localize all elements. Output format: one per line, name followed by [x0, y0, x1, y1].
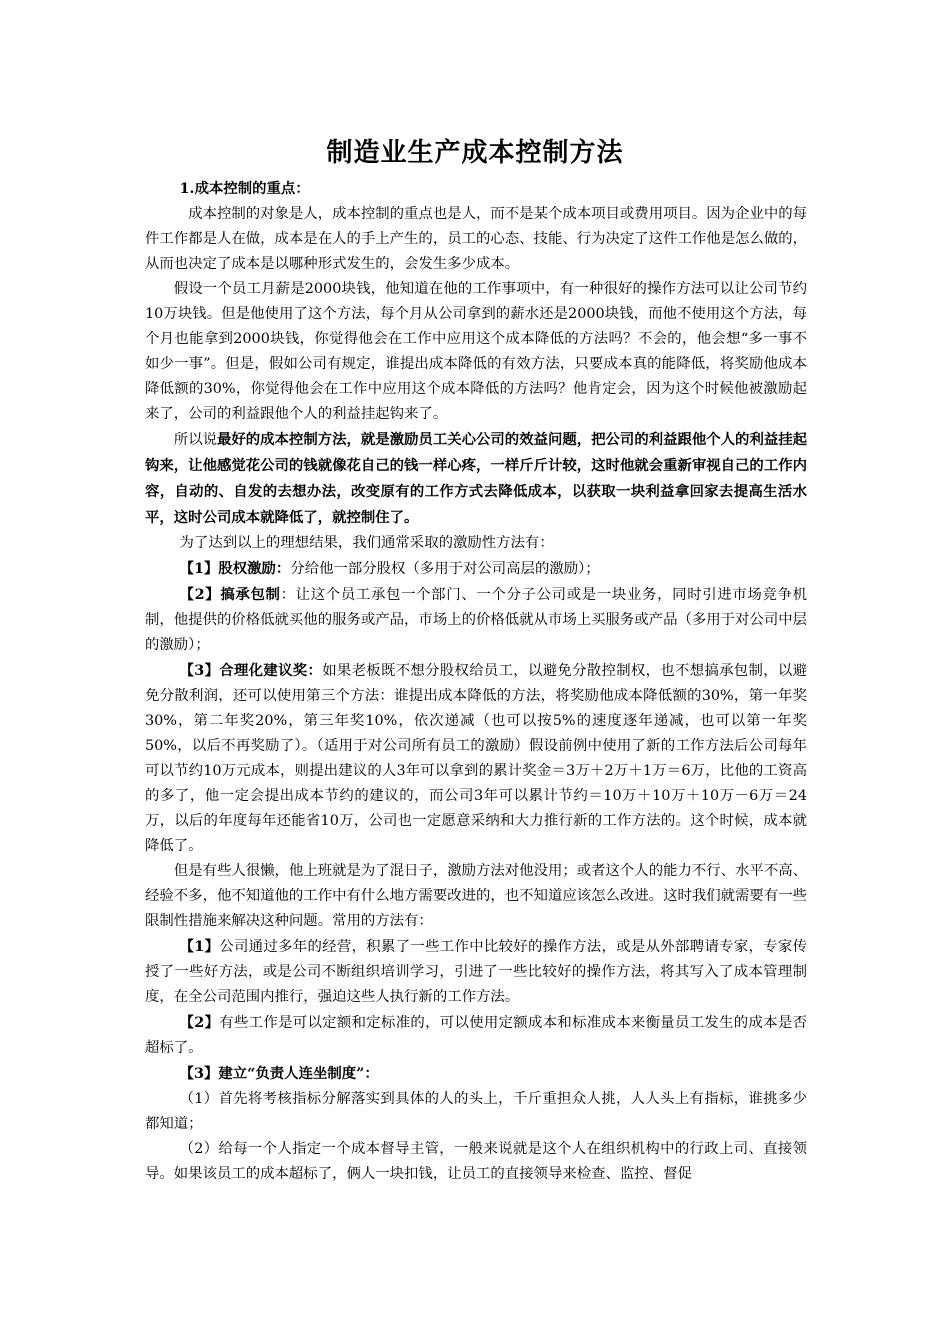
text-run: （2）给每一个人指定一个成本督导主管，一般来说就是这个人在组织机构中的行政上司、直接领导。如果该员工的成本超标了，俩人一块扣钱，让员工的直接领导来检查、监控、督促 [145, 1141, 807, 1182]
text-run: （1）首先将考核指标分解落实到具体的人的头上，千斤重担众人挑，人人头上有指标，谁挑多少都知道； [145, 1091, 807, 1132]
bold-text-run: 【1】 [179, 938, 220, 955]
body-paragraph [145, 1061, 807, 1087]
body-paragraph [145, 427, 807, 531]
text-run: 有些工作是可以定额和定标准的，可以使用定额成本和标准成本来衡量员工发生的成本是否超标了。 [145, 1015, 807, 1056]
bold-text-run: 1.成本控制的重点： [179, 180, 310, 197]
bold-text-run: 【1】股权激励： [179, 560, 291, 577]
text-run: 如果老板既不想分股权给员工，以避免分散控制权，也不想搞承包制，以避免分散利润，还可以使用第三个方法：谁提出成本降低的方法，将奖励他成本降低额的30%，第一年奖30%，第二年奖20%，第三年奖10%，依次递减（也可以按5%的速度逐年递减，也可以第一年奖50%，以后不再奖励了）。（适用于对公司所有员工的激励）假设前例中使用了新的工作方法后公司每年可以节约10万元成本，则提出建议的人3年可以拿到的累计奖金＝3万＋2万＋1万＝6万，比他的工资高的多了，他一定会提出成本节约的建议的，而公司3年可以累计节约＝10万＋10万＋10万－6万＝24万，以后的年度每年还能省10万，公司也一定愿意采纳和大力推行新的工作方法的。这个时候，成本就降低了。 [145, 663, 807, 854]
body-paragraph [145, 934, 807, 1010]
bold-text-run: 【2】搞承包制 [179, 586, 281, 603]
body-paragraph [145, 582, 807, 658]
text-run: 分给他一部分股权（多用于对公司高层的激励）； [290, 561, 600, 577]
body-paragraph [145, 1087, 807, 1137]
bold-text-run: 【2】 [179, 1014, 220, 1031]
body-paragraph [145, 202, 807, 277]
body-paragraph [145, 859, 807, 934]
text-run: 所以说 [173, 432, 217, 448]
text-run: 公司通过多年的经营，积累了一些工作中比较好的操作方法，或是从外部聘请专家，专家传授了一些好方法，或是公司不断组织培训学习，引进了一些比较好的操作方法，将其写入了成本管理制度，在全公司范围内推行，强迫这些人执行新的工作方法。 [145, 939, 807, 1005]
text-run: ：让这个员工承包一个部门、一个分子公司或是一块业务，同时引进市场竞争机制，他提供的价格低就买他的服务或产品，市场上的价格低就从市场上买服务或产品（多用于对公司中层的激励）； [145, 587, 807, 653]
bold-text-run: 【3】合理化建议奖： [179, 662, 323, 679]
body-paragraph [145, 1010, 807, 1061]
body-paragraph [145, 658, 807, 859]
body-paragraph [145, 531, 807, 556]
body-paragraph [145, 176, 807, 202]
bold-text-run: 最好的成本控制方法，就是激励员工关心公司的效益问题，把公司的利益跟他个人的利益挂起钩来，让他感觉花公司的钱就像花自己的钱一样心疼，一样斤斤计较，这时他就会重新审视自己的工作内容，自动的、自发的去想办法，改变原有的工作方式去降低成本，以获取一块利益拿回家去提高生活水平，这时公司成本就降低了，就控制住了。 [145, 431, 808, 526]
document-title: 制造业生产成本控制方法 [326, 138, 624, 168]
bold-text-run: 【3】建立“负责人连坐制度”： [179, 1065, 379, 1082]
document-body [145, 176, 807, 1187]
body-paragraph [145, 1137, 807, 1187]
text-run: 为了达到以上的理想结果，我们通常采取的激励性方法有： [179, 535, 554, 551]
text-run: 成本控制的对象是人，成本控制的重点也是人，而不是某个成本项目或费用项目。因为企业中的每件工作都是人在做，成本是在人的手上产生的，员工的心态、技能、行为决定了这件工作他是怎么做的，从而也决定了成本是以哪种形式发生的，会发生多少成本。 [145, 206, 807, 272]
body-paragraph [145, 277, 807, 427]
text-run: 但是有些人很懒，他上班就是为了混日子，激励方法对他没用；或者这个人的能力不行、水平不高、经验不多，他不知道他的工作中有什么地方需要改进的，也不知道应该怎么改进。这时我们就需要有一些限制性措施来解决这种问题。常用的方法有： [145, 863, 807, 929]
body-paragraph [145, 556, 807, 582]
text-run: 假设一个员工月薪是2000块钱，他知道在他的工作事项中，有一种很好的操作方法可以让公司节约10万块钱。但是他使用了这个方法，每个月从公司拿到的薪水还是2000块钱，而他不使用这个方法，每个月也能拿到2000块钱，你觉得他会在工作中应用这个成本降低的方法吗？不会的，他会想“多一事不如少一事”。但是，假如公司有规定，谁提出成本降低的有效方法，只要成本真的能降低，将奖励他成本降低额的30%，你觉得他会在工作中应用这个成本降低的方法吗？他肯定会，因为这个时候他被激励起来了，公司的利益跟他个人的利益挂起钩来了。 [145, 281, 807, 422]
